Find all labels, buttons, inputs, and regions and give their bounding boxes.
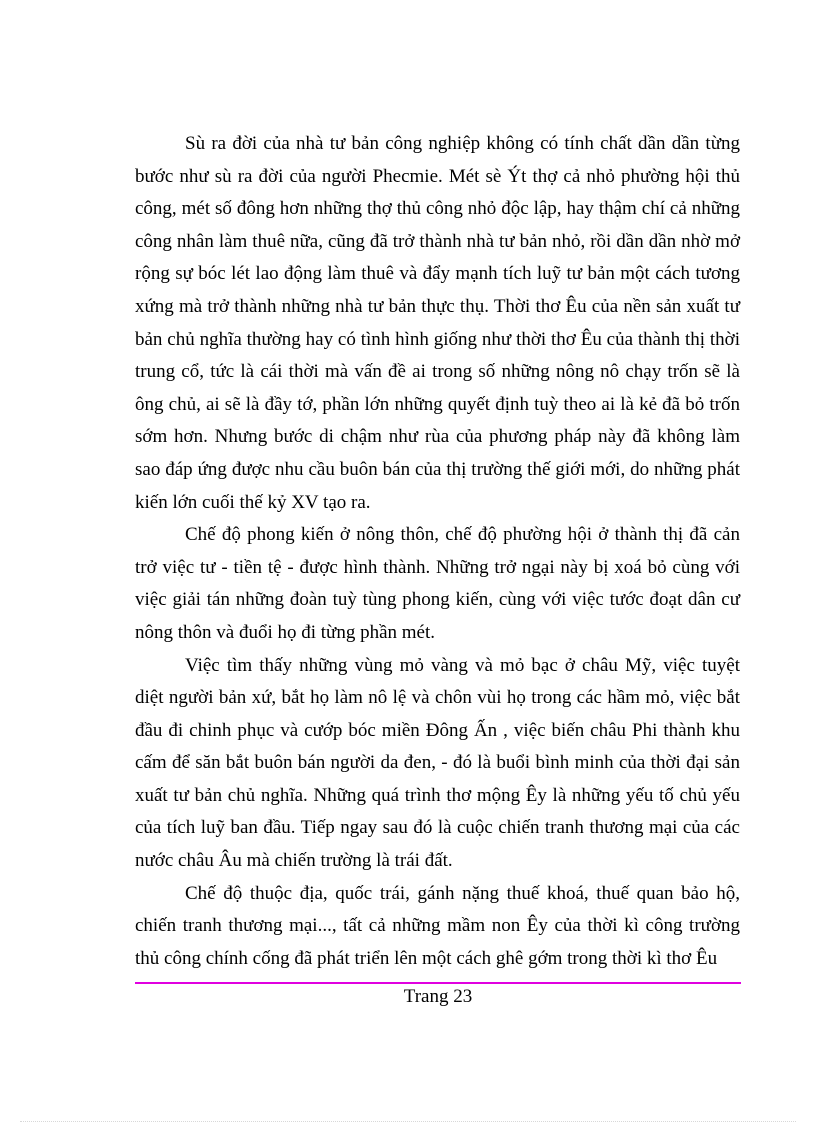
page-edge-divider [20,1121,796,1122]
paragraph-2: Chế độ phong kiến ở nông thôn, chế độ phường hội ở thành thị đã cản trở việc tư - tiền tệ - được hình thành. Những trở ngại này bị xoá bỏ cùng với việc giải tán những đoàn tuỳ tùng phong kiến, cùng với việc tước đoạt dân cư nông thôn và đuổi họ đi từng phần mét. [135,524,740,643]
footer-rule [135,982,741,984]
body-text [135,128,740,975]
paragraph-4: Chế độ thuộc địa, quốc trái, gánh nặng thuế khoá, thuế quan bảo hộ, chiến tranh thương mại..., tất cả những mầm non Êy của thời kì công trường thủ công chính cống đã phát triển lên một cách ghê gớm trong thời kì thơ Êu [135,882,740,969]
paragraph-1: Sù ra đời của nhà tư bản công nghiệp không có tính chất dần dần từng bước như sù ra đời của người Phecmie. Mét sè Ýt thợ cả nhỏ phường hội thủ công, mét số đông hơn những thợ thủ công nhỏ độc lập, hay thậm chí cả những công nhân làm thuê nữa, cũng đã trở thành nhà tư bản nhỏ, rồi dần dần nhờ mở rộng sự bóc lét lao động làm thuê và đẩy mạnh tích luỹ tư bản một cách tương xứng mà trở thành những nhà tư bản thực thụ. Thời thơ Êu của nền sản xuất tư bản chủ nghĩa thường hay có tình hình giống như thời thơ Êu của thành thị thời trung cổ, tức là cái thời mà vấn đề ai trong số những nông nô chạy trốn sẽ là ông chủ, ai sẽ là đầy tớ, phần lớn những quyết định tuỳ theo ai là kẻ đã bỏ trốn sớm hơn. Nhưng bước di chậm như rùa của phương pháp này đã không làm sao đáp ứng được nhu cầu buôn bán của thị trường thế giới mới, do những phát kiến lớn cuối thế kỷ XV tạo ra. [135,133,740,513]
paragraph-3: Việc tìm thấy những vùng mỏ vàng và mỏ bạc ở châu Mỹ, việc tuyệt diệt người bản xứ, bắt họ làm nô lệ và chôn vùi họ trong các hầm mỏ, việc bắt đầu đi chinh phục và cướp bóc miền Đông Ấn , việc biến châu Phi thành khu cấm để săn bắt buôn bán người da đen, - đó là buổi bình minh của thời đại sản xuất tư bản chủ nghĩa. Những quá trình thơ mộng Êy là những yếu tố chủ yếu của tích luỹ ban đầu. Tiếp ngay sau đó là cuộc chiến tranh thương mại của các nước châu Âu mà chiến trường là trái đất. [135,654,740,872]
page-number: Trang 23 [403,986,473,1007]
